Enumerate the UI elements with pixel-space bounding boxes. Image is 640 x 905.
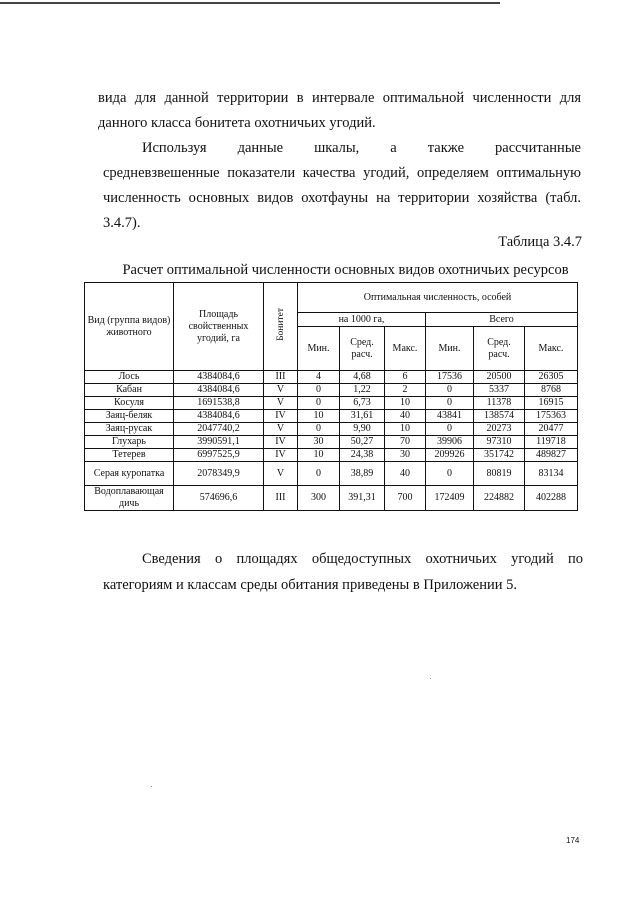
cell-max-total: 83134 (525, 462, 578, 486)
cell-bonitet: IV (264, 436, 298, 449)
table-row (85, 410, 578, 423)
cell-max-total: 8768 (525, 384, 578, 397)
header-area: Площадь свойственных угодий, га (174, 283, 264, 371)
cell-avg-total: 138574 (474, 410, 525, 423)
cell-min-1000: 0 (298, 384, 340, 397)
scan-speck (430, 678, 431, 679)
cell-min-1000: 300 (298, 486, 340, 511)
cell-bonitet: IV (264, 449, 298, 462)
paragraph-2-line-2: средневзвешенные показатели качества угодий, определяем оптимальную (103, 165, 581, 181)
table-row (85, 384, 578, 397)
header-bonitet-cell (264, 283, 298, 371)
cell-avg-1000: 50,27 (340, 436, 385, 449)
cell-avg-total: 20273 (474, 423, 525, 436)
cell-bonitet: III (264, 486, 298, 511)
table-row (85, 371, 578, 384)
cell-avg-total: 11378 (474, 397, 525, 410)
cell-species: Заяц-русак (85, 423, 174, 436)
cell-species: Водоплавающая дичь (85, 486, 174, 511)
cell-avg-1000: 1,22 (340, 384, 385, 397)
cell-species: Серая куропатка (85, 462, 174, 486)
cell-avg-total: 224882 (474, 486, 525, 511)
cell-min-total: 0 (426, 462, 474, 486)
cell-bonitet: V (264, 397, 298, 410)
header-species: Вид (группа видов) животного (85, 283, 174, 371)
cell-avg-total: 80819 (474, 462, 525, 486)
cell-max-total: 489827 (525, 449, 578, 462)
header-bonitet: Бонитет (275, 308, 286, 341)
cell-species: Кабан (85, 384, 174, 397)
table-label: Таблица 3.4.7 (498, 234, 582, 250)
cell-species: Лось (85, 371, 174, 384)
cell-area: 3990591,1 (174, 436, 264, 449)
cell-area: 4384084,6 (174, 371, 264, 384)
cell-area: 4384084,6 (174, 410, 264, 423)
scan-speck (151, 786, 152, 787)
table-row (85, 486, 578, 511)
cell-max-1000: 10 (385, 397, 426, 410)
paragraph-2-line-4: 3.4.7). (103, 215, 141, 231)
cell-max-1000: 70 (385, 436, 426, 449)
table-row (85, 397, 578, 410)
paragraph-3-line-2: категориям и классам среды обитания приведены в Приложении 5. (103, 577, 518, 593)
cell-avg-total: 5337 (474, 384, 525, 397)
cell-min-total: 17536 (426, 371, 474, 384)
cell-bonitet: IV (264, 410, 298, 423)
cell-species: Тетерев (85, 449, 174, 462)
cell-min-total: 0 (426, 384, 474, 397)
header-max: Макс. (385, 327, 426, 371)
cell-min-1000: 30 (298, 436, 340, 449)
cell-species: Заяц-беляк (85, 410, 174, 423)
cell-area: 4384084,6 (174, 384, 264, 397)
cell-max-1000: 40 (385, 462, 426, 486)
paragraph-2-line-3: численность основных видов охотфауны на территории хозяйства (табл. (103, 190, 581, 206)
paragraph-3-line-1: Сведения о площадях общедоступных охотничьих угодий по (142, 551, 583, 567)
cell-max-total: 20477 (525, 423, 578, 436)
cell-min-1000: 10 (298, 410, 340, 423)
header-total-min: Мин. (426, 327, 474, 371)
cell-avg-total: 97310 (474, 436, 525, 449)
paragraph-1-line-2: данного класса бонитета охотничьих угодий. (98, 115, 376, 131)
header-per-1000: на 1000 га, (298, 313, 426, 327)
cell-avg-total: 20500 (474, 371, 525, 384)
table-row (85, 436, 578, 449)
paragraph-1-line-1: вида для данной территории в интервале оптимальной численности для (98, 90, 581, 106)
cell-avg-1000: 31,61 (340, 410, 385, 423)
page-number: 174 (566, 836, 580, 845)
cell-area: 2047740,2 (174, 423, 264, 436)
cell-min-1000: 0 (298, 462, 340, 486)
cell-max-total: 16915 (525, 397, 578, 410)
cell-avg-1000: 24,38 (340, 449, 385, 462)
cell-max-1000: 6 (385, 371, 426, 384)
cell-min-total: 39906 (426, 436, 474, 449)
table-row (85, 462, 578, 486)
cell-max-1000: 700 (385, 486, 426, 511)
header-min: Мин. (298, 327, 340, 371)
header-avg: Сред. расч. (340, 327, 385, 371)
header-total-max: Макс. (525, 327, 578, 371)
cell-area: 1691538,8 (174, 397, 264, 410)
cell-avg-1000: 4,68 (340, 371, 385, 384)
cell-max-1000: 30 (385, 449, 426, 462)
cell-max-total: 119718 (525, 436, 578, 449)
cell-area: 6997525,9 (174, 449, 264, 462)
header-total-avg: Сред. расч. (474, 327, 525, 371)
table-row (85, 423, 578, 436)
cell-area: 2078349,9 (174, 462, 264, 486)
cell-bonitet: V (264, 384, 298, 397)
table-caption: Расчет оптимальной численности основных видов охотничьих ресурсов (122, 262, 569, 278)
cell-bonitet: V (264, 423, 298, 436)
cell-min-1000: 0 (298, 423, 340, 436)
cell-max-1000: 2 (385, 384, 426, 397)
cell-bonitet: III (264, 371, 298, 384)
cell-min-1000: 0 (298, 397, 340, 410)
cell-max-total: 26305 (525, 371, 578, 384)
cell-avg-1000: 6,73 (340, 397, 385, 410)
cell-max-total: 402288 (525, 486, 578, 511)
paragraph-2-line-1: Используя данные шкалы, а также рассчитанные (142, 140, 581, 156)
cell-max-1000: 10 (385, 423, 426, 436)
cell-max-total: 175363 (525, 410, 578, 423)
cell-avg-1000: 9,90 (340, 423, 385, 436)
cell-min-1000: 4 (298, 371, 340, 384)
cell-min-total: 172409 (426, 486, 474, 511)
top-rule (0, 2, 500, 4)
header-optimal: Оптимальная численность, особей (298, 283, 578, 313)
cell-avg-total: 351742 (474, 449, 525, 462)
cell-species: Косуля (85, 397, 174, 410)
cell-bonitet: V (264, 462, 298, 486)
cell-avg-1000: 38,89 (340, 462, 385, 486)
optimal-numbers-table (84, 282, 578, 511)
cell-min-1000: 10 (298, 449, 340, 462)
cell-area: 574696,6 (174, 486, 264, 511)
cell-species: Глухарь (85, 436, 174, 449)
cell-max-1000: 40 (385, 410, 426, 423)
cell-min-total: 209926 (426, 449, 474, 462)
cell-min-total: 0 (426, 397, 474, 410)
header-total: Всего (426, 313, 578, 327)
table-body (85, 371, 578, 511)
table-container (84, 282, 578, 511)
table-row (85, 449, 578, 462)
cell-min-total: 43841 (426, 410, 474, 423)
cell-avg-1000: 391,31 (340, 486, 385, 511)
cell-min-total: 0 (426, 423, 474, 436)
